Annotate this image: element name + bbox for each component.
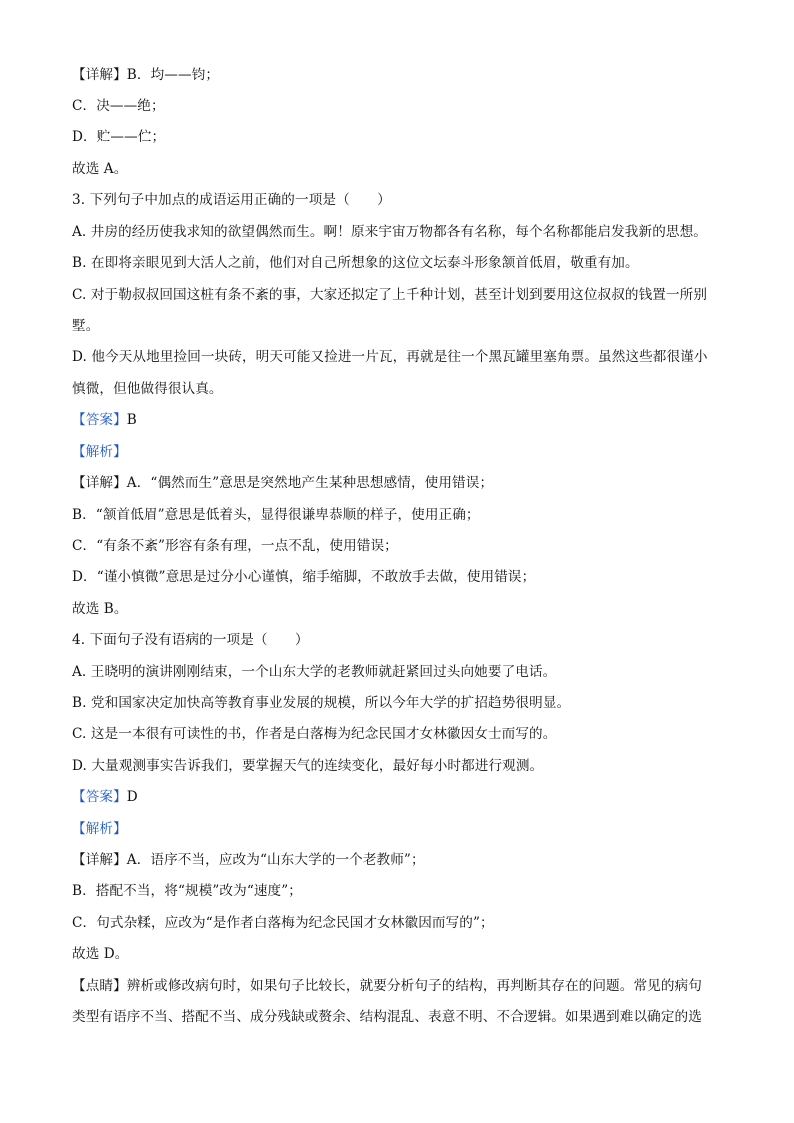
line-text: A. 井房的经历使我求知的欲望偶然而生。啊！原来宇宙万物都各有名称，每个名称都能启发我新的思想。: [72, 224, 707, 240]
line-text: 故选 A。: [72, 161, 128, 177]
text-line: [72, 600, 722, 618]
option-c: [72, 286, 722, 304]
option-c-cont: [72, 317, 722, 335]
line-text: 辨析或修改病句时，如果句子比较长，就要分析句子的结构，再判断其存在的问题。常见的病句: [126, 978, 702, 994]
line-text: 3. 下列句子中加点的成语运用正确的一项是（ ）: [72, 192, 391, 208]
line-text: B．搭配不当，将“规模”改为“速度”；: [72, 883, 302, 899]
text-line: [72, 97, 722, 115]
text-line: [72, 128, 722, 146]
text-line: [72, 882, 722, 900]
answer-tag: 【答案】: [72, 789, 127, 805]
answer-value: B: [126, 412, 137, 428]
line-text: 故选 D。: [72, 946, 129, 962]
text-line: [72, 945, 722, 963]
line-text: C. 对于勒叔叔回国这桩有条不紊的事，大家还拟定了上千种计划，甚至计划到要用这位叔叔的钱置一所别: [72, 287, 708, 303]
section-tag: 【点睛】: [72, 978, 127, 994]
answer-value: D: [126, 789, 138, 805]
option-d-cont: [72, 380, 722, 398]
option-d: [72, 757, 722, 775]
option-b: [72, 694, 722, 712]
analysis-heading: [72, 443, 722, 461]
text-line: [72, 914, 722, 932]
answer-line: [72, 788, 722, 806]
line-text: D．贮——伫；: [72, 129, 166, 145]
option-a: [72, 663, 722, 681]
line-text: B．“颔首低眉”意思是低着头，显得很谦卑恭顺的样子，使用正确；: [72, 507, 480, 523]
answer-tag: 【答案】: [72, 412, 127, 428]
option-d: [72, 348, 722, 366]
text-line: [72, 160, 722, 178]
line-text: C．决——绝；: [72, 98, 165, 114]
line-text: 4. 下面句子没有语病的一项是（ ）: [72, 632, 309, 648]
text-line: [72, 66, 722, 84]
question-stem: [72, 631, 722, 649]
answer-line: [72, 411, 722, 429]
line-text: 墅。: [72, 318, 100, 334]
line-text: B. 党和国家决定加快高等教育事业发展的规模，所以今年大学的扩招趋势很明显。: [72, 695, 571, 711]
section-tag: 【详解】: [72, 67, 127, 83]
line-text: C．“有条不紊”形容有条有理，一点不乱，使用错误；: [72, 538, 398, 554]
line-text: C. 这是一本很有可读性的书，作者是白落梅为纪念民国才女林徽因女士而写的。: [72, 726, 557, 742]
text-line: [72, 537, 722, 555]
option-c: [72, 725, 722, 743]
line-text: B．均——钧；: [126, 67, 220, 83]
option-b: [72, 254, 722, 272]
line-text: B. 在即将亲眼见到大活人之前，他们对自己所想象的这位文坛泰斗形象颔首低眉，敬重有加。: [72, 255, 639, 271]
line-text: A．语序不当，应改为“山东大学的一个老教师”；: [126, 852, 425, 868]
analysis-tag: 【解析】: [72, 444, 127, 460]
line-text: 类型有语序不当、搭配不当、成分残缺或赘余、结构混乱、表意不明、不合逻辑。如果遇到难以确定的选: [72, 1009, 702, 1025]
line-text: C．句式杂糅，应改为“是作者白落梅为纪念民国才女林徽因而写的”；: [72, 915, 494, 931]
line-text: D．“谨小慎微”意思是过分小心谨慎，缩手缩脚，不敢放手去做，使用错误；: [72, 569, 536, 585]
line-text: D. 大量观测事实告诉我们，要掌握天气的连续变化，最好每小时都进行观测。: [72, 758, 544, 774]
line-text: D. 他今天从地里捡回一块砖，明天可能又捡进一片瓦，再就是往一个黑瓦罐里塞角票。虽然这些都很谨小: [72, 349, 708, 365]
section-tag: 【详解】: [72, 852, 127, 868]
text-line: [72, 506, 722, 524]
text-line: [72, 1008, 722, 1026]
section-tag: 【详解】: [72, 475, 127, 491]
question-stem: [72, 191, 722, 209]
line-text: 故选 B。: [72, 601, 128, 617]
text-line: [72, 851, 722, 869]
text-line: [72, 568, 722, 586]
line-text: 慎微，但他做得很认真。: [72, 381, 223, 397]
text-line: [72, 474, 722, 492]
line-text: A．“偶然而生”意思是突然地产生某种思想感情，使用错误；: [126, 475, 494, 491]
line-text: A. 王晓明的演讲刚刚结束，一个山东大学的老教师就赶紧回过头向她要了电话。: [72, 664, 557, 680]
option-a: [72, 223, 722, 241]
analysis-tag: 【解析】: [72, 821, 127, 837]
text-line: [72, 977, 722, 995]
analysis-heading: [72, 820, 722, 838]
